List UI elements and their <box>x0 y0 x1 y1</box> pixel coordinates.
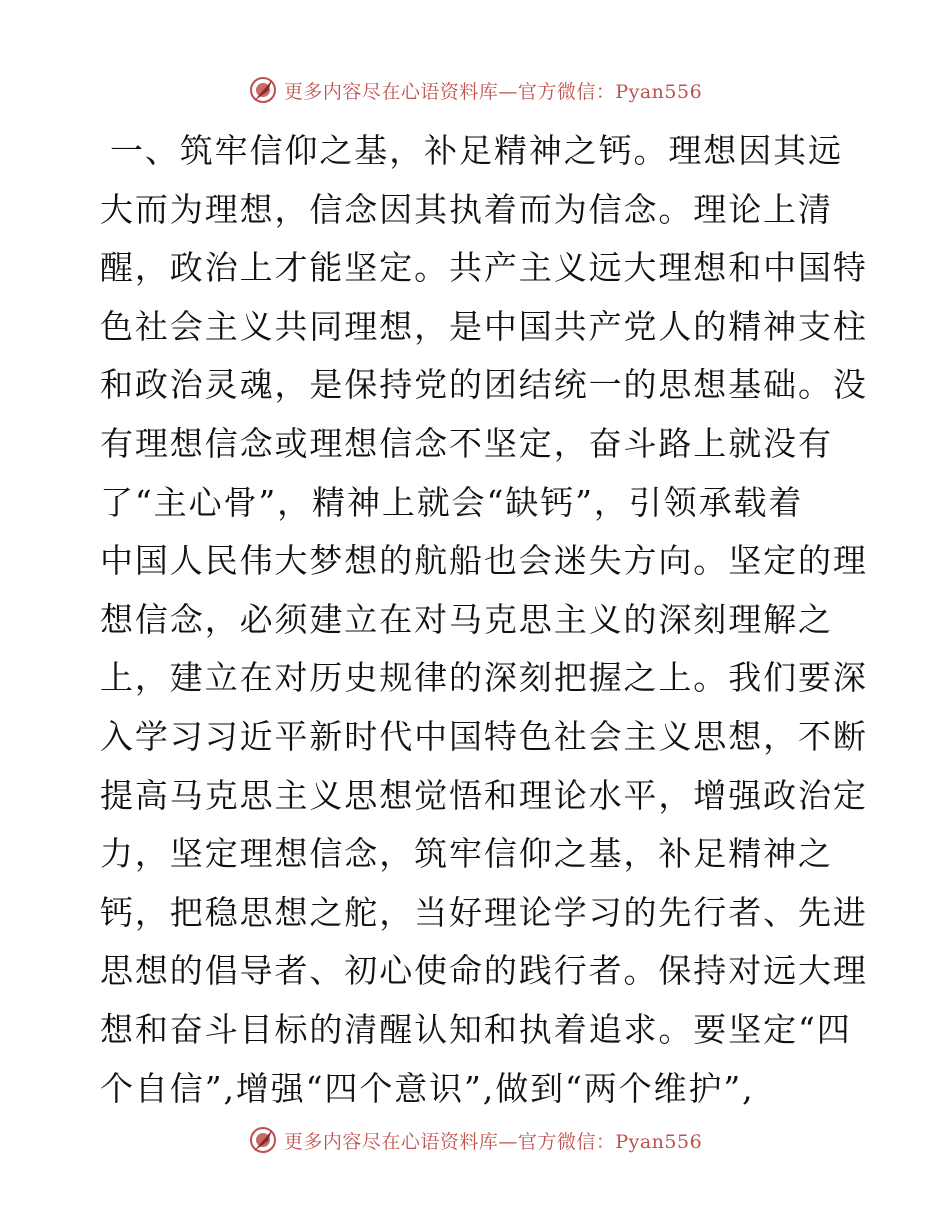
footer-watermark-text: 更多内容尽在心语资料库—官方微信：Pyan556 <box>283 1130 703 1153</box>
document-body <box>100 122 868 1118</box>
body-line: 一、筑牢信仰之基，补足精神之钙。理想因其远 <box>110 131 843 170</box>
body-line: 入学习习近平新时代中国特色社会主义思想，不断 <box>100 716 868 756</box>
body-line: 提高马克思主义思想觉悟和理论水平，增强政治定 <box>100 775 868 815</box>
body-line: 个自信”,增强“四个意识”,做到“两个维护”, <box>100 1068 755 1108</box>
body-line: 有理想信念或理想信念不坚定，奋斗路上就没有 <box>100 423 833 463</box>
body-line: 钙，把稳思想之舵，当好理论学习的先行者、先进 <box>100 892 868 932</box>
body-line: 色社会主义共同理想，是中国共产党人的精神支柱 <box>100 306 868 346</box>
body-line: 想和奋斗目标的清醒认知和执着追求。要坚定“四 <box>100 1009 852 1049</box>
body-line: 了“主心骨”，精神上就会“缺钙”，引领承载着 <box>100 482 804 522</box>
body-line: 上，建立在对历史规律的深刻把握之上。我们要深 <box>100 658 868 698</box>
body-line: 和政治灵魂，是保持党的团结统一的思想基础。没 <box>100 365 868 405</box>
footer-watermark <box>0 1120 950 1160</box>
body-line: 想信念，必须建立在对马克思主义的深刻理解之 <box>100 599 833 639</box>
body-line: 醒，政治上才能坚定。共产主义远大理想和中国特 <box>100 248 868 288</box>
body-line: 力，坚定理想信念，筑牢信仰之基，补足精神之 <box>100 834 833 874</box>
body-line: 大而为理想，信念因其执着而为信念。理论上清 <box>100 189 833 229</box>
feather-pen-logo-icon <box>248 1125 278 1155</box>
feather-pen-logo-icon <box>248 75 278 105</box>
body-line: 中国人民伟大梦想的航船也会迷失方向。坚定的理 <box>100 541 868 581</box>
header-watermark-text: 更多内容尽在心语资料库—官方微信：Pyan556 <box>283 80 703 103</box>
body-line: 思想的倡导者、初心使命的践行者。保持对远大理 <box>100 951 868 991</box>
header-watermark <box>0 70 950 110</box>
